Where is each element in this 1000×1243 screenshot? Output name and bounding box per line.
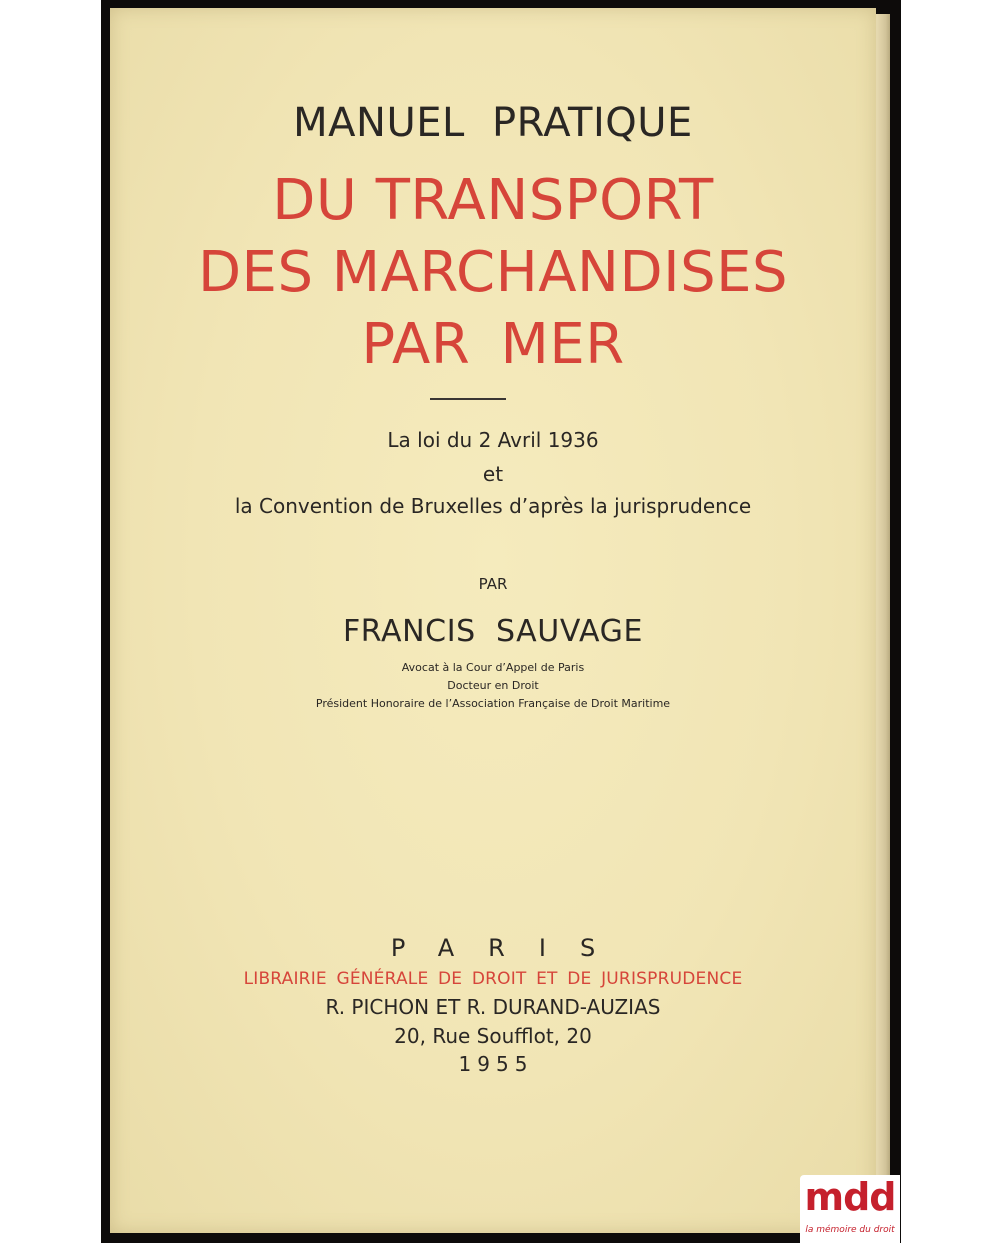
watermark-logo	[800, 1175, 900, 1243]
title-line-2: DU TRANSPORT	[272, 168, 714, 233]
subtitle-line-2: et	[482, 462, 504, 486]
publication-year: 1955	[458, 1052, 534, 1076]
subtitle-line-3: la Convention de Bruxelles d’après la jurisprudence	[234, 494, 752, 518]
subtitle-line-1: La loi du 2 Avril 1936	[387, 428, 599, 452]
publication-city: PARIS	[390, 934, 630, 962]
logo-tagline: la mémoire du droit	[805, 1225, 895, 1235]
title-line-3: DES MARCHANDISES	[197, 240, 789, 305]
author-qualification-1: Avocat à la Cour d’Appel de Paris	[401, 661, 585, 674]
author-qualification-2: Docteur en Droit	[447, 679, 539, 692]
author-name: FRANCIS SAUVAGE	[342, 614, 644, 649]
book-cover	[110, 8, 876, 1233]
author-qualification-3: Président Honoraire de l’Association Française de Droit Maritime	[315, 697, 671, 710]
divider-rule	[430, 398, 506, 400]
publisher-address: 20, Rue Soufflot, 20	[394, 1024, 592, 1048]
publisher-name: LIBRAIRIE GÉNÉRALE DE DROIT ET DE JURISPRUDENCE	[243, 969, 743, 989]
title-line-1: MANUEL PRATIQUE	[293, 100, 693, 146]
logo-mark: mdd	[804, 1175, 896, 1219]
by-label: PAR	[478, 575, 508, 593]
printer-names: R. PICHON ET R. DURAND-AUZIAS	[325, 995, 661, 1019]
title-line-4: PAR MER	[361, 312, 625, 377]
